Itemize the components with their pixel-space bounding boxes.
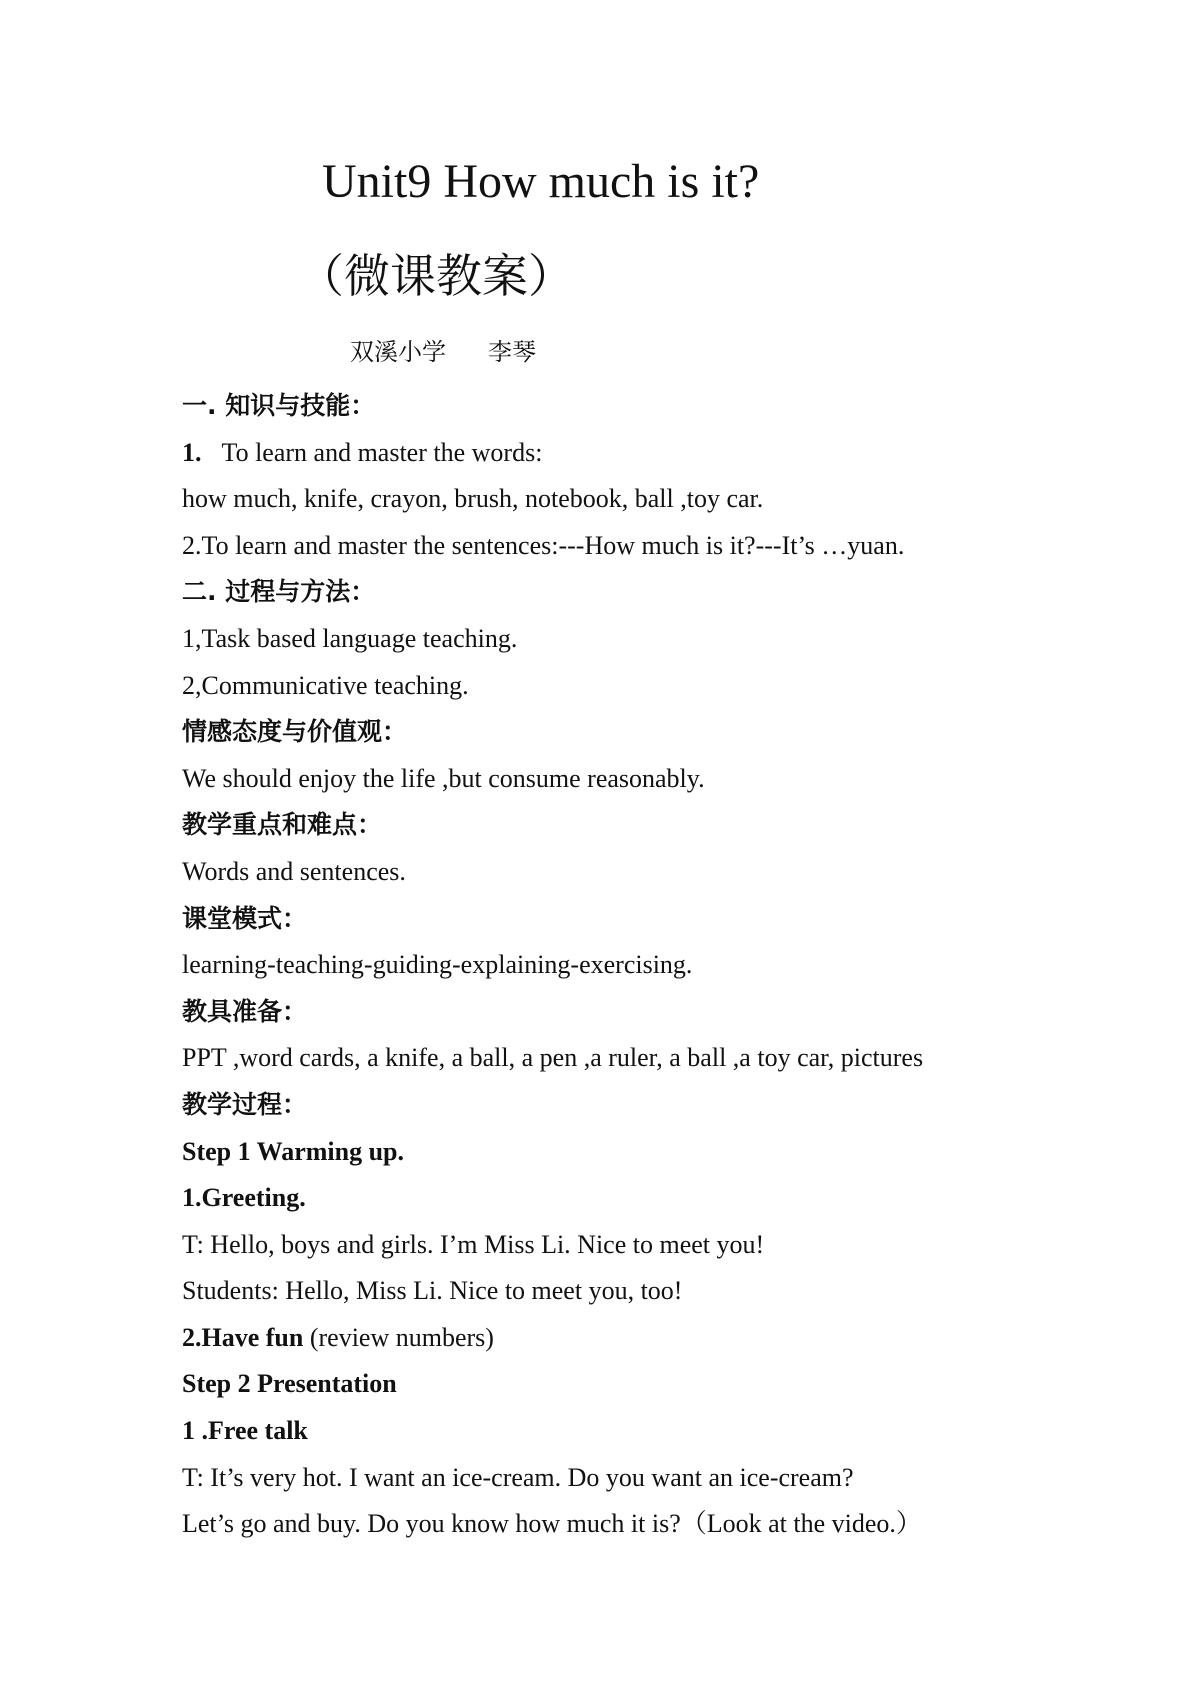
knowledge-words: how much, knife, crayon, brush, notebook, ball ,toy car. <box>182 484 764 514</box>
knowledge-item-1 <box>182 430 1142 477</box>
section-heading-process: 二. 过程与方法： <box>182 577 376 607</box>
step-1-heading: Step 1 Warming up. <box>182 1136 405 1166</box>
materials-text: PPT ,word cards, a knife, a ball, a pen ,a ruler, a ball ,a toy car, pictures <box>182 1043 924 1073</box>
knowledge-item-1-text: To learn and master the words: <box>221 437 543 467</box>
process-item-1: 1,Task based language teaching. <box>182 623 518 653</box>
author-name: 李琴 <box>488 338 536 366</box>
section-heading-materials: 教具准备： <box>182 996 308 1026</box>
greeting-heading: 1.Greeting. <box>182 1183 306 1213</box>
lets-go-line: Let’s go and buy. Do you know how much it is?（Look at the video.） <box>182 1509 922 1539</box>
author-school: 双溪小学 <box>350 338 446 366</box>
section-heading-key-points: 教学重点和难点： <box>182 810 383 840</box>
students-line: Students: Hello, Miss Li. Nice to meet you, too! <box>182 1276 683 1306</box>
step-2-heading: Step 2 Presentation <box>182 1369 397 1399</box>
have-fun-line <box>182 1315 1142 1362</box>
document-title: Unit9 How much is it? <box>322 155 760 208</box>
knowledge-item-1-number: 1. <box>182 437 202 467</box>
document-subtitle: （微课教案） <box>298 249 574 303</box>
section-heading-teaching-process: 教学过程： <box>182 1089 308 1119</box>
teacher-line-1: T: Hello, boys and girls. I’m Miss Li. Nice to meet you! <box>182 1229 765 1259</box>
emotion-text: We should enjoy the life ,but consume reasonably. <box>182 763 705 793</box>
author-line <box>350 340 536 364</box>
document-body <box>182 383 1142 1548</box>
process-item-2: 2,Communicative teaching. <box>182 670 469 700</box>
free-talk-heading: 1 .Free talk <box>182 1416 308 1446</box>
have-fun-label: 2.Have fun <box>182 1322 304 1352</box>
section-heading-class-mode: 课堂模式： <box>182 903 308 933</box>
class-mode-text: learning-teaching-guiding-explaining-exercising. <box>182 950 693 980</box>
section-heading-knowledge: 一. 知识与技能： <box>182 391 376 420</box>
section-heading-emotion: 情感态度与价值观： <box>182 717 408 747</box>
key-points-text: Words and sentences. <box>182 856 406 886</box>
knowledge-item-2: 2.To learn and master the sentences:---How much is it?---It’s …yuan. <box>182 530 905 560</box>
teacher-line-2: T: It’s very hot. I want an ice-cream. Do you want an ice-cream? <box>182 1462 854 1492</box>
have-fun-note: (review numbers) <box>303 1322 494 1352</box>
